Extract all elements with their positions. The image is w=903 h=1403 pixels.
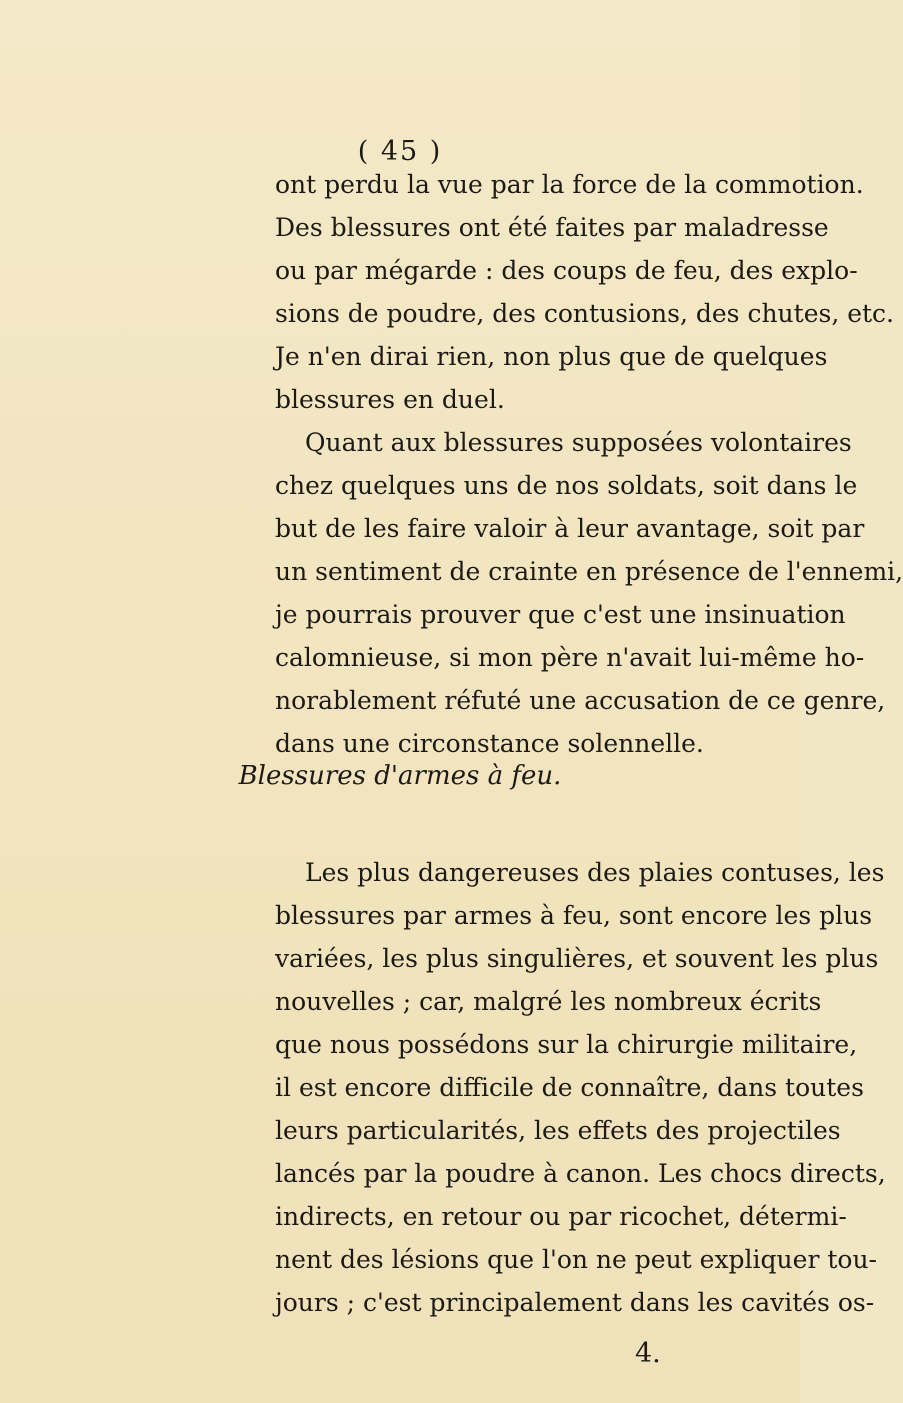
text-line: Des blessures ont été faites par maladresse [275,213,829,242]
page-number: ( 45 ) [357,136,443,167]
text-line: ont perdu la vue par la force de la commotion. [275,170,864,199]
text-line: but de les faire valoir à leur avantage, soit par [275,514,865,543]
text-line: chez quelques uns de nos soldats, soit dans le [275,471,858,500]
section-heading: Blessures d'armes à feu. [238,761,562,791]
text-line: il est encore difficile de connaître, dans toutes [275,1073,864,1102]
text-line: blessures par armes à feu, sont encore les plus [275,901,873,930]
text-line: je pourrais prouver que c'est une insinuation [275,600,846,629]
text-line: lancés par la poudre à canon. Les chocs directs, [275,1159,886,1188]
text-line: Les plus dangereuses des plaies contuses, les [305,858,885,887]
text-line: nent des lésions que l'on ne peut expliquer tou- [275,1245,877,1274]
text-line: ou par mégarde : des coups de feu, des explo- [275,256,858,285]
text-line: Quant aux blessures supposées volontaires [305,428,852,457]
text-line: un sentiment de crainte en présence de l'ennemi, [275,557,903,586]
text-line: Je n'en dirai rien, non plus que de quelques [275,342,828,371]
text-line: dans une circonstance solennelle. [275,729,704,758]
text-line: variées, les plus singulières, et souvent les plus [275,944,879,973]
text-line: que nous possédons sur la chirurgie militaire, [275,1030,858,1059]
text-line: nouvelles ; car, malgré les nombreux écrits [275,987,822,1016]
signature-mark: 4. [635,1338,661,1369]
text-line: jours ; c'est principalement dans les cavités os- [275,1288,875,1317]
text-line: sions de poudre, des contusions, des chutes, etc. [275,299,895,328]
text-line: indirects, en retour ou par ricochet, détermi- [275,1202,847,1231]
text-line: blessures en duel. [275,385,505,414]
text-line: norablement réfuté une accusation de ce genre, [275,686,886,715]
text-line: calomnieuse, si mon père n'avait lui-même ho- [275,643,865,672]
text-line: leurs particularités, les effets des projectiles [275,1116,841,1145]
